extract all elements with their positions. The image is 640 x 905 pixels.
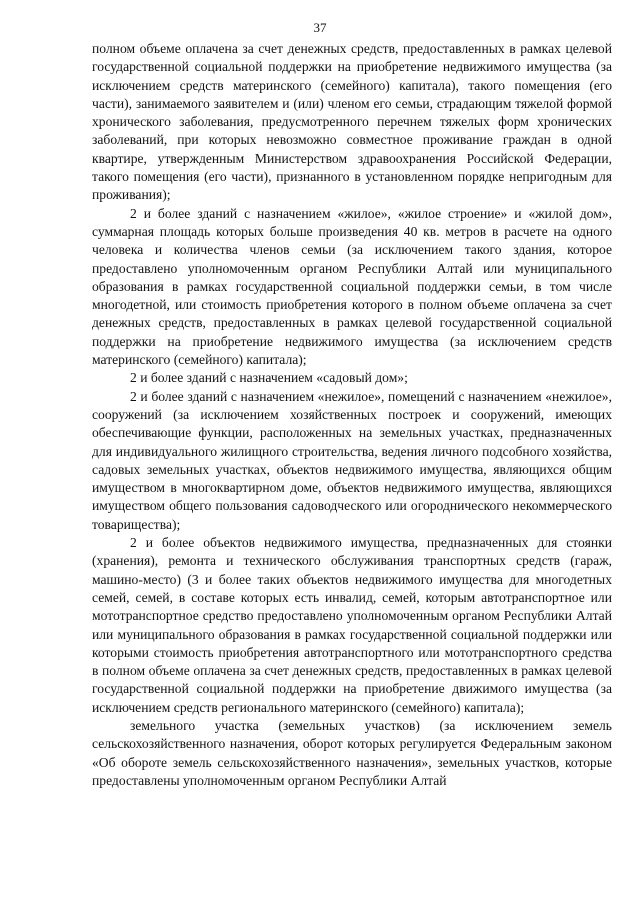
paragraph-garages: 2 и более объектов недвижимого имущества, предназначенных для стоянки (хранения), ремонта и технического обслуживания транспортных средств (гараж, машино-место) (3 и более таких объектов недвижимого имущества для многодетных семей, семей, в составе которых есть инвалид, семей, которым автотранспортное или мототранспортное средство предоставлено уполномоченным органом Республики Алтай или муниципального образования в рамках государственной социальной поддержки или которыми стоимость приобретения автотранспортного или мототранспортного средства в полном объеме оплачена за счет денежных средств, предоставленных в рамках целевой государственной социальной поддержки на приобретение движимого имущества (за исключением средств регионального материнского (семейного) капитала); — [92, 535, 612, 715]
document-body — [92, 40, 612, 790]
paragraph-garden-houses: 2 и более зданий с назначением «садовый дом»; — [130, 370, 408, 386]
paragraph-continuation: полном объеме оплачена за счет денежных средств, предоставленных в рамках целевой государственной социальной поддержки на приобретение недвижимого имущества (за исключением средств материнского (семейного) капитала), такого помещения (его части), занимаемого заявителем и (или) членом его семьи, страдающим тяжелой формой хронического заболевания, предусмотренного перечнем тяжелых форм хронических заболеваний, при которых невозможно совместное проживание граждан в одной квартире, утвержденным Министерством здравоохранения Российской Федерации, такого помещения (его части), признанного в установленном порядке непригодным для проживания); — [92, 41, 612, 203]
paragraph-land-plots: земельного участка (земельных участков) (за исключением земель сельскохозяйственного назначения, оборот которых регулируется Федеральным законом «Об обороте земель сельскохозяйственного назначения», земельных участков, которые предоставлены уполномоченным органом Республики Алтай — [92, 717, 612, 788]
paragraph-residential-buildings: 2 и более зданий с назначением «жилое», «жилое строение» и «жилой дом», суммарная площадь которых больше произведения 40 кв. метров в расчете на одного человека и количества членов семьи (за исключением такого здания, которое предоставлено уполномоченным органом Республики Алтай или муниципального образования в рамках государственной социальной поддержки семьи, в том числе многодетной, или стоимость приобретения которого в полном объеме оплачена за счет денежных средств, предоставленных в рамках целевой государственной социальной поддержки на приобретение недвижимого имущества (за исключением средств материнского (семейного) капитала); — [92, 205, 612, 368]
page-number: 37 — [313, 20, 327, 35]
paragraph-non-residential: 2 и более зданий с назначением «нежилое», помещений с назначением «нежилое», сооружений (за исключением хозяйственных построек и сооружений, имеющих обеспечивающие функции, расположенных на земельных участках, предназначенных для индивидуального жилищного строительства, ведения личного подсобного хозяйства, садовых земельных участках, объектов недвижимого имущества, являющихся общим имуществом в многоквартирном доме, объектов недвижимого имущества, являющихся имуществом общего пользования садоводческого или огороднического некоммерческого товарищества); — [92, 388, 612, 532]
